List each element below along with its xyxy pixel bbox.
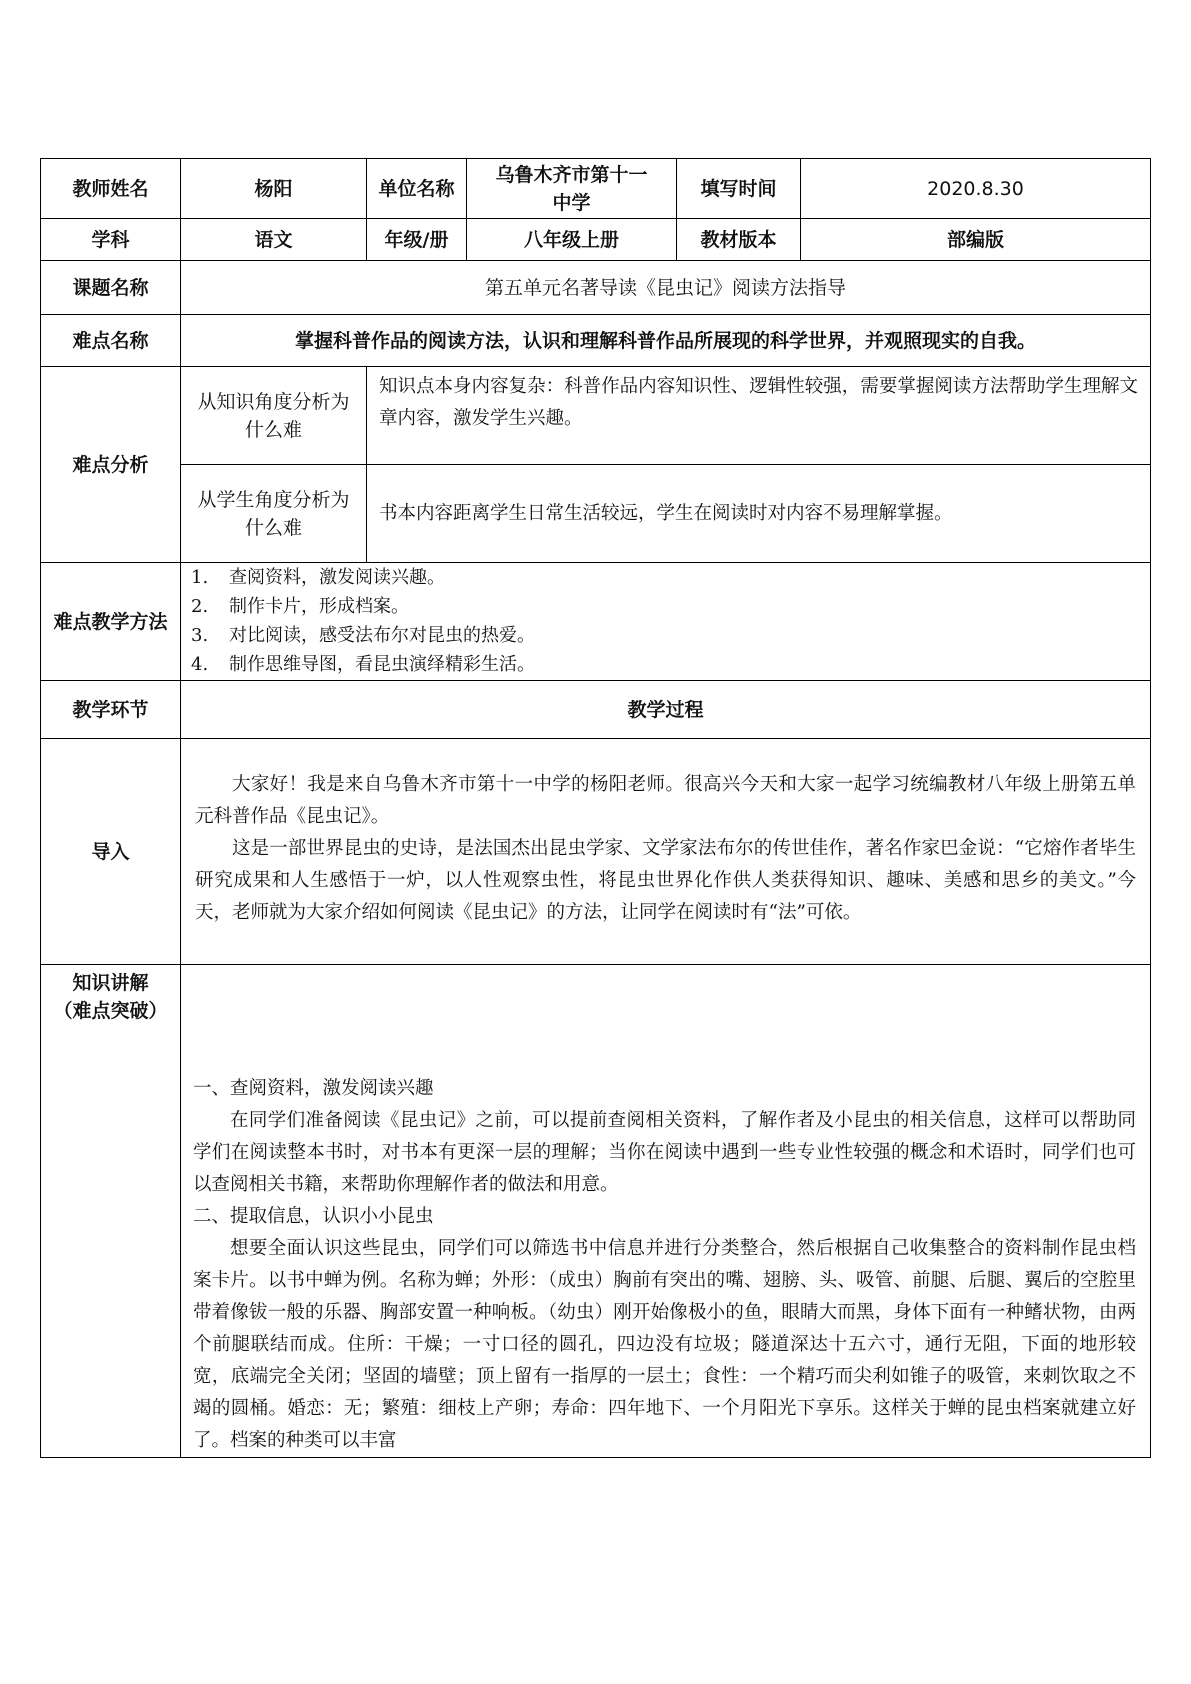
topic-label: 课题名称	[41, 261, 181, 315]
topic-value: 第五单元名著导读《昆虫记》阅读方法指导	[181, 261, 1151, 315]
stage-header: 教学环节	[41, 681, 181, 739]
teacher-value: 杨阳	[181, 159, 367, 219]
intro-content	[181, 739, 1151, 965]
method-item	[191, 650, 1140, 679]
teacher-label: 教师姓名	[41, 159, 181, 219]
grade-label: 年级/册	[367, 219, 467, 261]
method-num: 3.	[191, 625, 209, 646]
knowledge-row	[41, 965, 1151, 1458]
difficulty-row	[41, 315, 1151, 367]
unit-value-line2: 中学	[552, 191, 591, 214]
methods-row	[41, 563, 1151, 681]
student-angle-line2: 什么难	[244, 516, 302, 539]
knowledge-heading-2: 二、提取信息，认识小小昆虫	[193, 1206, 434, 1227]
knowledge-content	[181, 965, 1151, 1458]
knowledge-label	[41, 965, 181, 1458]
unit-label: 单位名称	[367, 159, 467, 219]
student-angle-label	[181, 465, 367, 563]
info-row-1	[41, 159, 1151, 219]
method-text: 对比阅读，感受法布尔对昆虫的热爱。	[229, 625, 535, 646]
method-text: 制作卡片，形成档案。	[229, 596, 409, 617]
lesson-plan-table	[40, 158, 1151, 1458]
knowledge-heading-1: 一、查阅资料，激发阅读兴趣	[193, 1078, 434, 1099]
knowledge-angle-line2: 什么难	[244, 418, 302, 441]
intro-paragraph-1: 大家好！我是来自乌鲁木齐市第十一中学的杨阳老师。很高兴今天和大家一起学习统编教材八年级上册第五单元科普作品《昆虫记》。	[195, 774, 1136, 827]
date-label: 填写时间	[677, 159, 801, 219]
method-item	[191, 592, 1140, 621]
grade-value: 八年级上册	[467, 219, 677, 261]
methods-label: 难点教学方法	[41, 563, 181, 681]
unit-value-line1: 乌鲁木齐市第十一	[495, 163, 648, 186]
method-num: 4.	[191, 654, 209, 675]
methods-list	[181, 563, 1151, 681]
knowledge-angle-label	[181, 367, 367, 465]
intro-label: 导入	[41, 739, 181, 965]
info-row-2	[41, 219, 1151, 261]
subject-label: 学科	[41, 219, 181, 261]
analysis-row-knowledge	[41, 367, 1151, 465]
method-num: 1.	[191, 567, 209, 588]
date-value: 2020.8.30	[801, 159, 1151, 219]
knowledge-label-line1: 知识讲解	[72, 972, 149, 994]
method-item	[191, 563, 1140, 592]
subject-value: 语文	[181, 219, 367, 261]
knowledge-angle-line1: 从知识角度分析为	[197, 390, 350, 413]
knowledge-paragraph-2: 想要全面认识这些昆虫，同学们可以筛选书中信息并进行分类整合，然后根据自己收集整合的资料制作昆虫档案卡片。以书中蝉为例。名称为蝉；外形：（成虫）胸前有突出的嘴、翅膀、头、吸管、前腿、后腿、翼后的空腔里带着像钹一般的乐器、胸部安置一种响板。（幼虫）刚开始像极小的鱼，眼睛大而黑，身体下面有一种鳍状物，由两个前腿联结而成。住所：干燥；一寸口径的圆孔，四边没有垃圾；隧道深达十五六寸，通行无阻，下面的地形较宽，底端完全关闭；坚固的墙壁；顶上留有一指厚的一层土；食性：一个精巧而尖利如锥子的吸管，来刺饮取之不竭的圆桶。婚恋：无；繁殖：细枝上产卵；寿命：四年地下、一个月阳光下享乐。这样关于蝉的昆虫档案就建立好了。档案的种类可以丰富	[193, 1238, 1136, 1451]
knowledge-angle-text: 知识点本身内容复杂：科普作品内容知识性、逻辑性较强，需要掌握阅读方法帮助学生理解文章内容，激发学生兴趣。	[367, 367, 1151, 465]
knowledge-label-line2: （难点突破）	[53, 1000, 168, 1022]
student-angle-line1: 从学生角度分析为	[197, 488, 350, 511]
analysis-label: 难点分析	[41, 367, 181, 563]
method-item	[191, 621, 1140, 650]
edition-label: 教材版本	[677, 219, 801, 261]
method-text: 查阅资料，激发阅读兴趣。	[229, 567, 445, 588]
intro-paragraph-2: 这是一部世界昆虫的史诗，是法国杰出昆虫学家、文学家法布尔的传世佳作，著名作家巴金说：“它熔作者毕生研究成果和人生感悟于一炉，以人性观察虫性，将昆虫世界化作供人类获得知识、趣味、美感和思乡的美文。”今天，老师就为大家介绍如何阅读《昆虫记》的方法，让同学在阅读时有“法”可依。	[195, 838, 1136, 923]
intro-row	[41, 739, 1151, 965]
topic-row	[41, 261, 1151, 315]
method-text: 制作思维导图，看昆虫演绎精彩生活。	[229, 654, 535, 675]
student-angle-text: 书本内容距离学生日常生活较远，学生在阅读时对内容不易理解掌握。	[367, 465, 1151, 563]
knowledge-paragraph-1: 在同学们准备阅读《昆虫记》之前，可以提前查阅相关资料，了解作者及小昆虫的相关信息，这样可以帮助同学们在阅读整本书时，对书本有更深一层的理解；当你在阅读中遇到一些专业性较强的概念和术语时，同学们也可以查阅相关书籍，来帮助你理解作者的做法和用意。	[193, 1110, 1136, 1195]
edition-value: 部编版	[801, 219, 1151, 261]
analysis-row-student	[41, 465, 1151, 563]
process-header-row	[41, 681, 1151, 739]
difficulty-value: 掌握科普作品的阅读方法，认识和理解科普作品所展现的科学世界，并观照现实的自我。	[181, 315, 1151, 367]
process-header: 教学过程	[181, 681, 1151, 739]
difficulty-label: 难点名称	[41, 315, 181, 367]
unit-value	[467, 159, 677, 219]
method-num: 2.	[191, 596, 209, 617]
